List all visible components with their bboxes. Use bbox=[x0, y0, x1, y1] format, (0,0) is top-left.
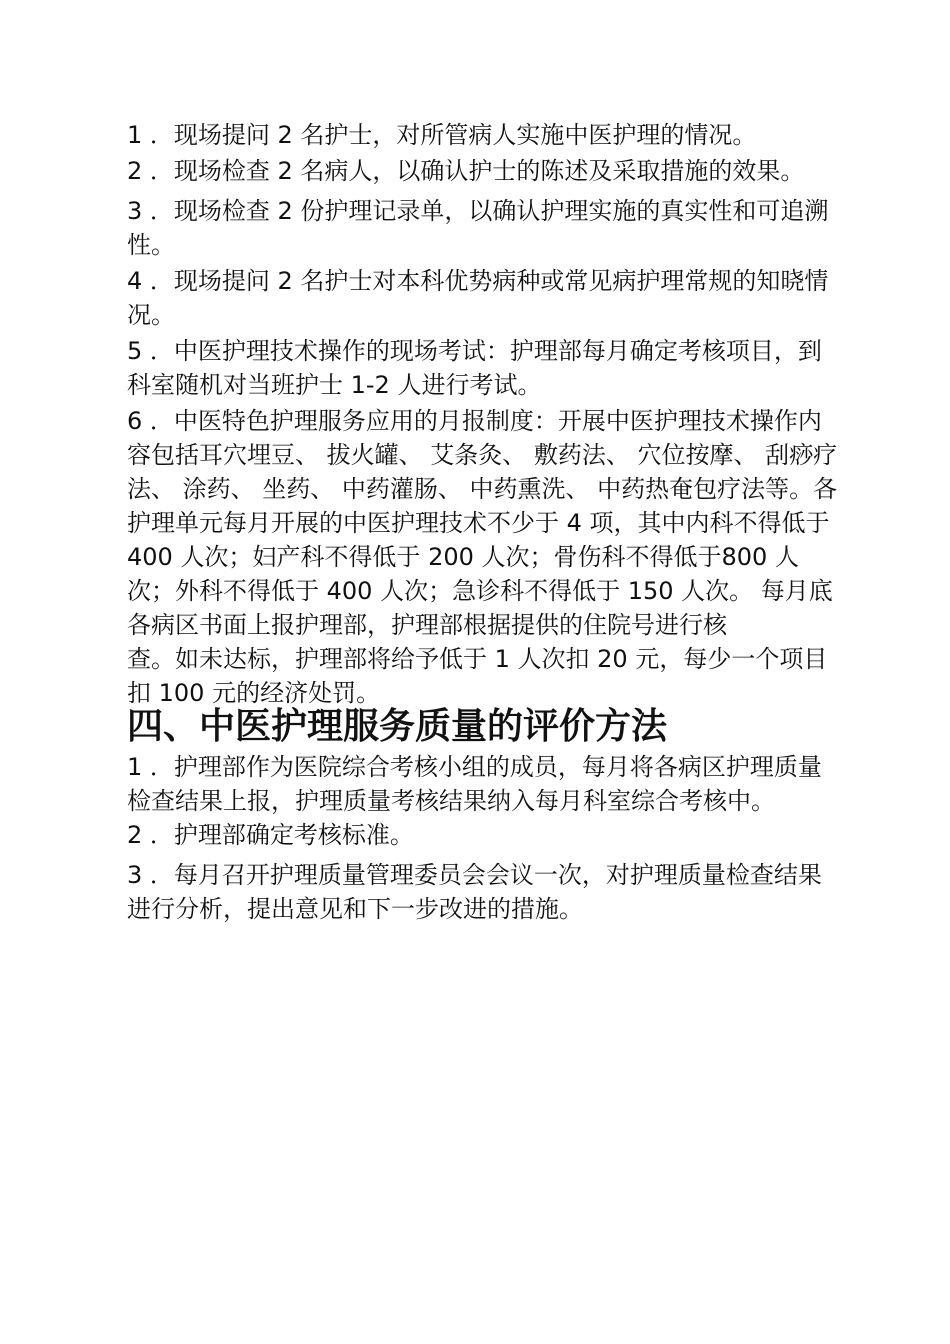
document-body bbox=[127, 118, 839, 926]
section-item-1: 1 ．护理部作为医院综合考核小组的成员，每月将各病区护理质量检查结果上报，护理质量考核结果纳入每月科室综合考核中。 bbox=[127, 753, 822, 815]
section-item-2: 2 ．护理部确定考核标准。 bbox=[127, 821, 414, 849]
paragraph-item-2: 2 ．现场检查 2 名病人，以确认护士的陈述及采取措施的效果。 bbox=[127, 157, 805, 185]
paragraph-item-3: 3 ．现场检查 2 份护理记录单，以确认护理实施的真实性和可追溯性。 bbox=[127, 197, 829, 259]
paragraph-item-6-continued: 查。如未达标，护理部将给予低于 1 人次扣 20 元，每少一个项目扣 100 元的经济处罚。 bbox=[127, 645, 828, 707]
paragraph-item-6: 6 ．中医特色护理服务应用的月报制度：开展中医护理技术操作内容包括耳穴埋豆、 拔火罐、 艾条灸、 敷药法、 穴位按摩、 刮痧疗法、 涂药、 坐药、 中药灌肠、 中药熏洗、 中药热奄包疗法等。各护理单元每月开展的中医护理技术不少于 4 项，其中内科不得低于 400 人次；妇产科不得低于 200 人次；骨伤科不得低于800 人次；外科不得低于 400 人次；急诊科不得低于 150 人次。 每月底各病区书面上报护理部，护理部根据提供的住院号进行核 bbox=[127, 407, 838, 639]
section-item-3: 3 ．每月召开护理质量管理委员会会议一次，对护理质量检查结果进行分析，提出意见和下一步改进的措施。 bbox=[127, 861, 822, 923]
paragraph-item-5: 5 ．中医护理技术操作的现场考试：护理部每月确定考核项目，到科室随机对当班护士 1-2 人进行考试。 bbox=[127, 337, 822, 399]
paragraph-item-4: 4 ．现场提问 2 名护士对本科优势病种或常见病护理常规的知晓情况。 bbox=[127, 267, 829, 329]
paragraph-item-1: 1 ．现场提问 2 名护士，对所管病人实施中医护理的情况。 bbox=[127, 121, 757, 149]
section-heading: 四、中医护理服务质量的评价方法 bbox=[127, 706, 668, 747]
